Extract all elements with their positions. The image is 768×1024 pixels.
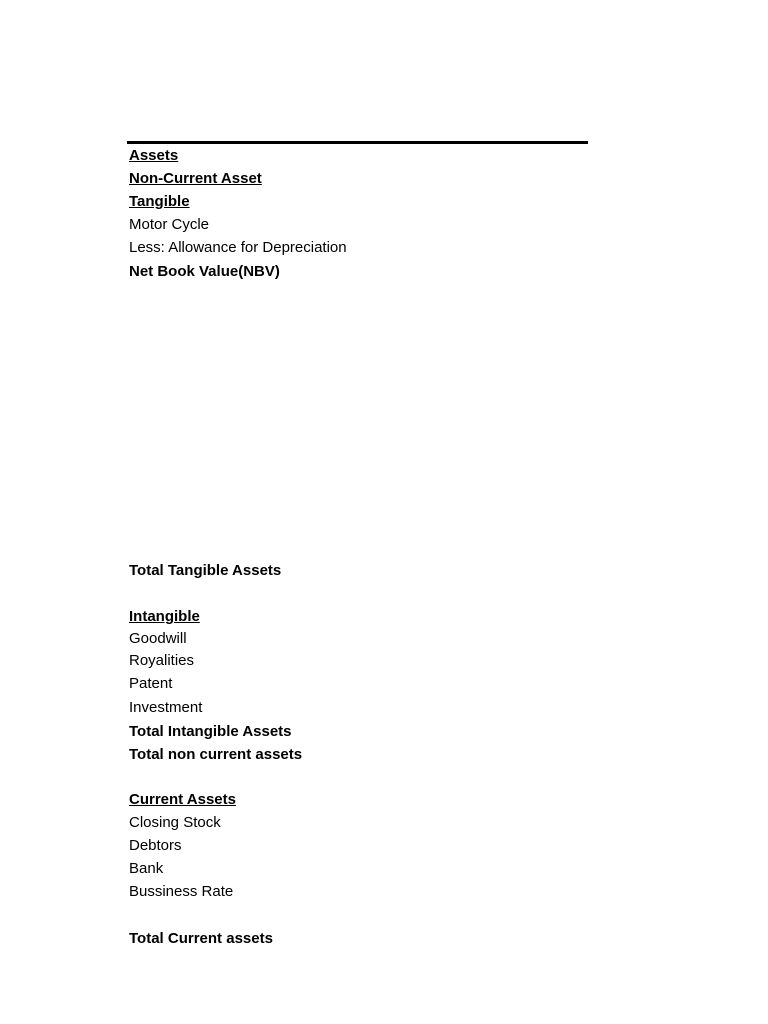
assets-heading: Assets — [129, 147, 179, 164]
total-tangible-assets-label: Total Tangible Assets — [129, 562, 282, 579]
tangible-item-depreciation: Less: Allowance for Depreciation — [129, 239, 347, 256]
intangible-item-royalities: Royalities — [129, 652, 195, 669]
non-current-asset-heading: Non-Current Asset — [129, 170, 262, 187]
tangible-heading: Tangible — [129, 193, 190, 210]
current-item-bank: Bank — [129, 860, 164, 877]
intangible-item-investment: Investment — [129, 699, 203, 716]
total-non-current-assets-label: Total non current assets — [129, 746, 303, 763]
current-item-closing-stock: Closing Stock — [129, 814, 221, 831]
current-item-debtors: Debtors — [129, 837, 182, 854]
net-book-value-label: Net Book Value(NBV) — [129, 263, 280, 280]
intangible-item-goodwill: Goodwill — [129, 630, 187, 647]
current-assets-heading: Current Assets — [129, 791, 236, 808]
intangible-item-patent: Patent — [129, 675, 173, 692]
tangible-item-motor-cycle: Motor Cycle — [129, 216, 210, 233]
total-current-assets-label: Total Current assets — [129, 930, 273, 947]
total-intangible-assets-label: Total Intangible Assets — [129, 723, 292, 740]
top-rule — [127, 141, 588, 144]
current-item-bussiness-rate: Bussiness Rate — [129, 883, 234, 900]
intangible-heading: Intangible — [129, 608, 200, 625]
